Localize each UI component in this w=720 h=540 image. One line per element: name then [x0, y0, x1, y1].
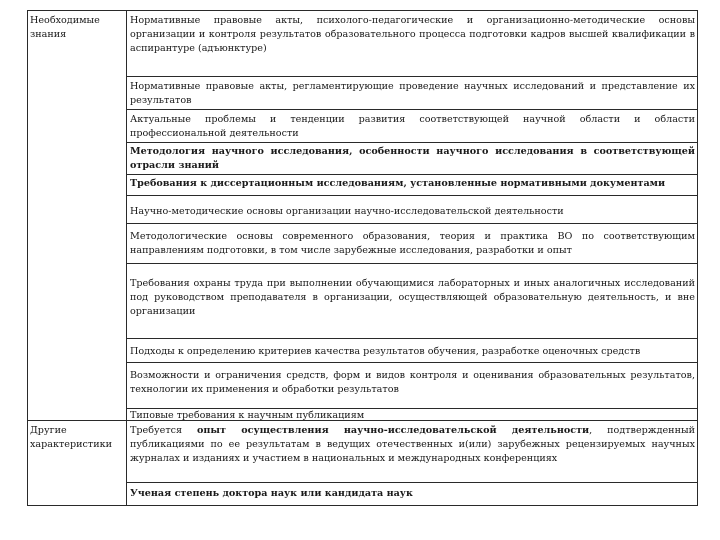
- row-separator: [126, 338, 698, 339]
- table-row: Методология научного исследования, особенности научного исследования в соответствующей отрасли знаний: [130, 146, 695, 171]
- table-row-degree: Ученая степень доктора наук или кандидата наук: [130, 488, 413, 499]
- table-row: Актуальные проблемы и тенденции развития соответствующей научной области и области профессиональной деятельности: [130, 114, 695, 139]
- table-row: Возможности и ограничения средств, форм и видов контроля и оценивания образовательных результатов, технологии их применения и обработки результатов: [130, 370, 695, 395]
- requirement-bold: опыт осуществления научно-исследовательской деятельности: [197, 425, 590, 436]
- table-border-right: [697, 10, 698, 506]
- table-row: Нормативные правовые акты, регламентирующие проведение научных исследований и представление их результатов: [130, 81, 695, 106]
- section-label-knowledge: Необходимые знания: [30, 15, 100, 40]
- table-border-top: [27, 10, 698, 11]
- table-row: Требования к диссертационным исследованиям, установленные нормативными документами: [130, 178, 666, 189]
- requirement-rest: , подтвержденный публикациями по ее результатам в ведущих отечественных и(или) зарубежных рецензируемых научных журналах и изданиях и участием в национальных и международных конференциях: [130, 425, 695, 464]
- row-separator: [126, 362, 698, 363]
- row-separator: [126, 76, 698, 77]
- section-label-other: Другие характеристики: [30, 425, 112, 450]
- row-separator: [126, 482, 698, 483]
- table-row: Методологические основы современного образования, теория и практика ВО по соответствующим направлениям подготовки, в том числе зарубежные исследования, разработки и опыт: [130, 231, 695, 256]
- requirement-prefix: Требуется: [130, 425, 198, 436]
- row-separator: [126, 263, 698, 264]
- row-separator: [126, 174, 698, 175]
- row-separator: [126, 109, 698, 110]
- row-separator: [126, 223, 698, 224]
- row-separator: [126, 195, 698, 196]
- row-separator: [126, 142, 698, 143]
- table-row: Научно-методические основы организации научно-исследовательской деятельности: [130, 206, 564, 217]
- table-row-requirement: [127, 423, 697, 481]
- table-row: Подходы к определению критериев качества результатов обучения, разработке оценочных средств: [130, 346, 641, 357]
- table-row: Требования охраны труда при выполнении обучающимися лабораторных и иных аналогичных исследований под руководством преподавателя в организации, осуществляющей образовательную деятельность, и вне организации: [130, 278, 695, 317]
- table-row: Типовые требования к научным публикациям: [130, 410, 365, 421]
- table-row: Нормативные правовые акты, психолого-педагогические и организационно-методические основы организации и контроля результатов образовательного процесса подготовки кадров высшей квалификации в аспирантуре (адъюнктуре): [130, 15, 695, 54]
- table-border-bottom: [27, 505, 698, 506]
